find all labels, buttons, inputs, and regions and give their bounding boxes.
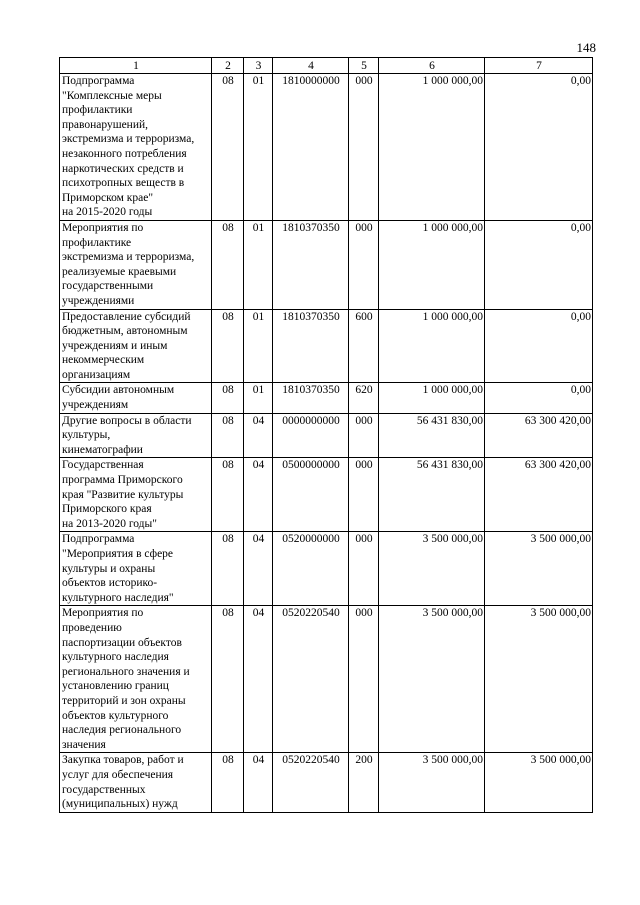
row-name: Предоставление субсидий бюджетным, автономным учреждениям и иным некоммерческим организациям: [60, 309, 212, 383]
amount-col6: 1 000 000,00: [379, 309, 485, 383]
subsection-code: 04: [244, 753, 273, 812]
column-header: 6: [379, 58, 485, 74]
expense-type-code: 000: [349, 220, 379, 309]
row-name: Мероприятия по проведению паспортизации объектов культурного наследия регионального значения и установлению границ территорий и зон охраны объектов культурного наследия регионального значения: [60, 606, 212, 753]
column-header: 4: [273, 58, 349, 74]
column-header: 5: [349, 58, 379, 74]
amount-col6: 3 500 000,00: [379, 532, 485, 606]
subsection-code: 01: [244, 309, 273, 383]
expense-type-code: 000: [349, 458, 379, 532]
section-code: 08: [212, 74, 244, 221]
subsection-code: 04: [244, 532, 273, 606]
amount-col7: 0,00: [485, 383, 593, 413]
table-row: [60, 532, 593, 606]
amount-col6: 1 000 000,00: [379, 220, 485, 309]
amount-col6: 56 431 830,00: [379, 458, 485, 532]
subsection-code: 04: [244, 458, 273, 532]
column-header: 7: [485, 58, 593, 74]
amount-col7: 0,00: [485, 309, 593, 383]
column-header: 3: [244, 58, 273, 74]
table-row: [60, 74, 593, 221]
amount-col7: 3 500 000,00: [485, 753, 593, 812]
amount-col7: 63 300 420,00: [485, 413, 593, 458]
amount-col6: 3 500 000,00: [379, 606, 485, 753]
amount-col6: 1 000 000,00: [379, 383, 485, 413]
column-header: 1: [60, 58, 212, 74]
target-article-code: 1810370350: [273, 309, 349, 383]
expense-type-code: 000: [349, 413, 379, 458]
expense-type-code: 620: [349, 383, 379, 413]
expense-type-code: 000: [349, 532, 379, 606]
table-row: [60, 383, 593, 413]
target-article-code: 1810370350: [273, 220, 349, 309]
section-code: 08: [212, 532, 244, 606]
amount-col6: 1 000 000,00: [379, 74, 485, 221]
section-code: 08: [212, 606, 244, 753]
row-name: Субсидии автономным учреждениям: [60, 383, 212, 413]
subsection-code: 01: [244, 220, 273, 309]
row-name: Подпрограмма "Комплексные меры профилактики правонарушений, экстремизма и терроризма, незаконного потребления наркотических средств и психотропных веществ в Приморском крае" на 2015-2020 годы: [60, 74, 212, 221]
table-row: [60, 309, 593, 383]
amount-col7: 3 500 000,00: [485, 532, 593, 606]
amount-col7: 0,00: [485, 220, 593, 309]
row-name: Государственная программа Приморского края "Развитие культуры Приморского края на 2013-2020 годы": [60, 458, 212, 532]
subsection-code: 04: [244, 606, 273, 753]
section-code: 08: [212, 753, 244, 812]
target-article-code: 0500000000: [273, 458, 349, 532]
target-article-code: 1810370350: [273, 383, 349, 413]
expense-type-code: 200: [349, 753, 379, 812]
amount-col7: 0,00: [485, 74, 593, 221]
column-header: 2: [212, 58, 244, 74]
target-article-code: 0520000000: [273, 532, 349, 606]
amount-col7: 3 500 000,00: [485, 606, 593, 753]
amount-col6: 3 500 000,00: [379, 753, 485, 812]
expense-type-code: 000: [349, 74, 379, 221]
section-code: 08: [212, 309, 244, 383]
subsection-code: 01: [244, 383, 273, 413]
amount-col6: 56 431 830,00: [379, 413, 485, 458]
subsection-code: 01: [244, 74, 273, 221]
table-row: [60, 753, 593, 812]
budget-table: [59, 57, 593, 813]
section-code: 08: [212, 413, 244, 458]
page-number: 148: [576, 40, 596, 55]
section-code: 08: [212, 220, 244, 309]
table-row: [60, 413, 593, 458]
expense-type-code: 600: [349, 309, 379, 383]
row-name: Закупка товаров, работ и услуг для обеспечения государственных (муниципальных) нужд: [60, 753, 212, 812]
row-name: Мероприятия по профилактике экстремизма и терроризма, реализуемые краевыми государственными учреждениями: [60, 220, 212, 309]
row-name: Подпрограмма "Мероприятия в сфере культуры и охраны объектов историко- культурного наследия": [60, 532, 212, 606]
section-code: 08: [212, 383, 244, 413]
table-row: [60, 606, 593, 753]
target-article-code: 0520220540: [273, 606, 349, 753]
table-header-row: [60, 58, 593, 74]
row-name: Другие вопросы в области культуры, кинематографии: [60, 413, 212, 458]
target-article-code: 0000000000: [273, 413, 349, 458]
subsection-code: 04: [244, 413, 273, 458]
table-row: [60, 220, 593, 309]
target-article-code: 1810000000: [273, 74, 349, 221]
table-row: [60, 458, 593, 532]
section-code: 08: [212, 458, 244, 532]
expense-type-code: 000: [349, 606, 379, 753]
amount-col7: 63 300 420,00: [485, 458, 593, 532]
target-article-code: 0520220540: [273, 753, 349, 812]
